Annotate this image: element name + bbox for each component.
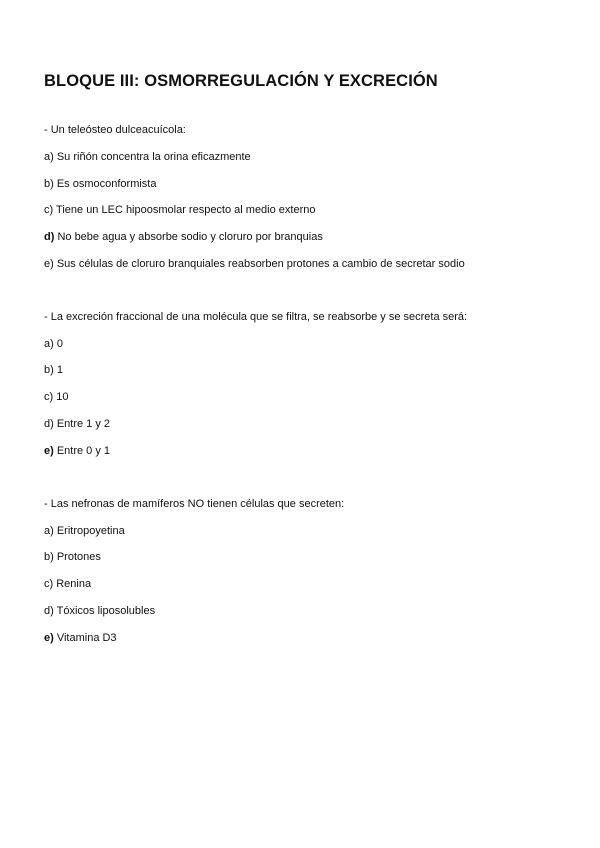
option-text: Protones — [53, 551, 101, 563]
option-letter: b) — [44, 178, 54, 190]
question-1-option-c — [44, 203, 316, 217]
option-letter: a) — [44, 338, 54, 350]
question-3-option-e — [44, 631, 117, 645]
option-letter: c) — [44, 578, 54, 590]
question-1-option-b — [44, 177, 156, 191]
option-text: Entre 0 y 1 — [53, 445, 111, 457]
question-2-option-c — [44, 390, 68, 404]
option-letter: d) — [44, 231, 55, 243]
option-letter: a) — [44, 151, 54, 163]
option-letter: b) — [44, 364, 54, 376]
option-letter: c) — [44, 391, 54, 403]
question-1-option-d — [44, 230, 323, 244]
question-3-option-c — [44, 577, 91, 591]
option-text: Tiene un LEC hipoosmolar respecto al medio externo — [53, 204, 316, 216]
option-letter: c) — [44, 204, 54, 216]
option-text: Es osmoconformista — [53, 178, 157, 190]
page-title: BLOQUE III: OSMORREGULACIÓN Y EXCRECIÓN — [44, 72, 438, 90]
option-text: 10 — [53, 391, 69, 403]
question-1-option-a — [44, 150, 251, 164]
question-3-option-a — [44, 524, 125, 538]
option-text: Entre 1 y 2 — [53, 418, 111, 430]
option-text: 1 — [53, 364, 63, 376]
option-letter: b) — [44, 551, 54, 563]
option-letter: d) — [44, 418, 54, 430]
option-text: Su riñón concentra la orina eficazmente — [53, 151, 251, 163]
option-letter: e) — [44, 445, 54, 457]
option-text: Vitamina D3 — [53, 632, 117, 644]
option-text: 0 — [53, 338, 63, 350]
option-letter: e) — [44, 632, 54, 644]
question-2-option-e — [44, 444, 110, 458]
question-3-stem: - Las nefronas de mamíferos NO tienen células que secreten: — [44, 498, 345, 510]
question-1-option-e — [44, 257, 465, 271]
question-3-option-d — [44, 604, 155, 618]
option-text: Renina — [53, 578, 92, 590]
question-3-option-b — [44, 550, 101, 564]
question-2-option-a — [44, 337, 63, 351]
question-2-option-d — [44, 417, 110, 431]
question-1-stem: - Un teleósteo dulceacuícola: — [44, 124, 186, 136]
option-text: Sus células de cloruro branquiales reabsorben protones a cambio de secretar sodio — [53, 258, 465, 270]
question-2-option-b — [44, 363, 63, 377]
option-text: No bebe agua y absorbe sodio y cloruro por branquias — [54, 231, 323, 243]
option-text: Eritropoyetina — [53, 525, 125, 537]
option-letter: a) — [44, 525, 54, 537]
option-text: Tóxicos liposolubles — [53, 605, 156, 617]
question-2-stem: - La excreción fraccional de una molécula que se filtra, se reabsorbe y se secreta será: — [44, 311, 468, 323]
option-letter: d) — [44, 605, 54, 617]
option-letter: e) — [44, 258, 54, 270]
